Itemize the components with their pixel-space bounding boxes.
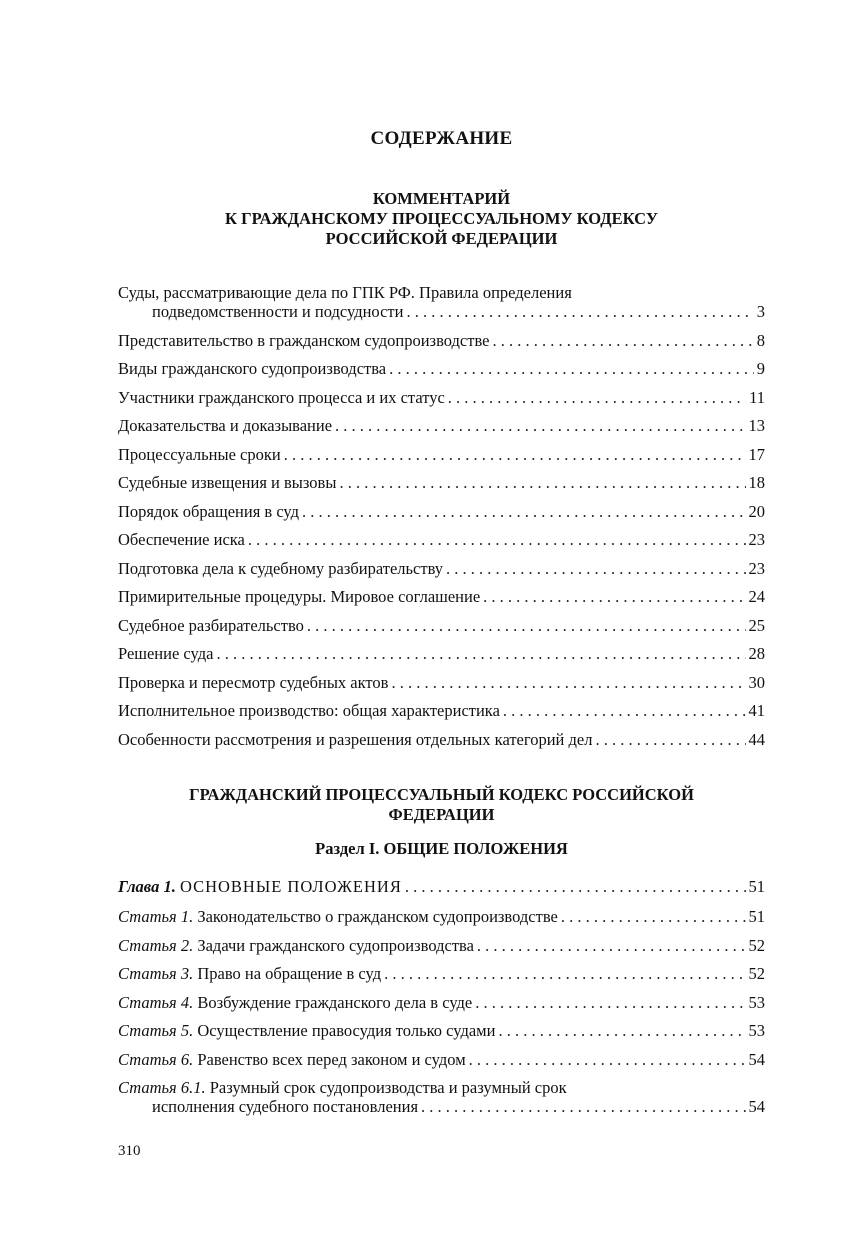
dot-leader (448, 388, 746, 407)
dot-leader (384, 964, 745, 983)
article-entry[interactable] (118, 1050, 765, 1069)
article-title: исполнения судебного постановления (152, 1097, 419, 1116)
commentary-heading-line: К ГРАЖДАНСКОМУ ПРОЦЕССУАЛЬНОМУ КОДЕКСУ (225, 209, 658, 228)
toc-entry[interactable] (118, 730, 765, 749)
toc-page-number: 13 (748, 416, 765, 435)
article-entry[interactable] (118, 964, 765, 983)
toc-entry[interactable] (118, 416, 765, 435)
article-label: Статья 5. (118, 1021, 194, 1040)
article-title: Осуществление правосудия только судами (197, 1021, 496, 1040)
dot-leader (446, 559, 745, 578)
toc-entry-text: Обеспечение иска (118, 530, 245, 549)
toc-entry-text: Решение суда (118, 644, 214, 663)
toc-entry-text: Представительство в гражданском судопроизводстве (118, 330, 490, 350)
toc-entry-text: Доказательства и доказывание (118, 416, 333, 435)
dot-leader (339, 473, 745, 492)
dot-leader (389, 359, 754, 378)
toc-page-number: 3 (756, 302, 765, 321)
toc-page-number: 25 (748, 615, 765, 635)
toc-entry-text: Судебное разбирательство (118, 615, 304, 635)
kodeks-heading-line: ФЕДЕРАЦИИ (388, 805, 495, 824)
toc-entry[interactable] (118, 388, 765, 407)
toc-entry-text: Подготовка дела к судебному разбирательству (118, 558, 444, 578)
toc-entry[interactable] (118, 673, 765, 692)
dot-leader (391, 673, 745, 692)
toc-entry-text: Процессуальные сроки (118, 444, 281, 464)
toc-entry[interactable] (118, 530, 765, 549)
commentary-heading (118, 189, 765, 249)
page-number: 310 (118, 1143, 141, 1159)
kodeks-heading-line: ГРАЖДАНСКИЙ ПРОЦЕССУАЛЬНЫЙ КОДЕКС РОССИЙСКОЙ (189, 785, 694, 804)
commentary-toc (118, 283, 765, 758)
toc-entry[interactable] (118, 331, 765, 350)
dot-leader (406, 302, 753, 321)
toc-entry[interactable] (118, 644, 765, 663)
toc-page-number: 30 (748, 672, 765, 692)
commentary-heading-line: РОССИЙСКОЙ ФЕДЕРАЦИИ (325, 229, 558, 248)
toc-page-number: 11 (749, 387, 765, 407)
toc-page-number: 17 (748, 444, 765, 464)
dot-leader (307, 616, 746, 635)
toc-entry[interactable] (118, 701, 765, 720)
toc-page-number: 53 (748, 992, 765, 1012)
toc-page-number: 23 (748, 558, 765, 578)
toc-entry[interactable] (118, 283, 765, 321)
toc-entry[interactable] (118, 587, 765, 606)
toc-page-number: 28 (748, 644, 765, 663)
toc-page-number: 52 (748, 935, 765, 955)
toc-page-number: 24 (748, 587, 765, 606)
article-entry[interactable] (118, 936, 765, 955)
toc-entry-text: Участники гражданского процесса и их статус (118, 387, 445, 407)
toc-entry-text: Исполнительное производство: общая характеристика (118, 701, 500, 720)
dot-leader (595, 730, 745, 749)
dot-leader (302, 502, 745, 521)
chapter-title: ОСНОВНЫЕ ПОЛОЖЕНИЯ (179, 877, 402, 896)
dot-leader (492, 331, 753, 350)
dot-leader (469, 1050, 746, 1069)
article-entry[interactable] (118, 907, 765, 926)
toc-entry-text: Судебные извещения и вызовы (118, 473, 337, 492)
chapter-label: Глава 1. (118, 877, 176, 896)
toc-entry[interactable] (118, 502, 765, 521)
article-entry[interactable] (118, 993, 765, 1012)
toc-entry-text: Порядок обращения в суд (118, 501, 300, 521)
article-label: Статья 4. (118, 992, 194, 1012)
toc-entry[interactable] (118, 473, 765, 492)
kodeks-heading (118, 785, 765, 825)
article-title: Разумный срок судопроизводства и разумный срок (209, 1078, 567, 1097)
toc-entry-text: Примирительные процедуры. Мировое соглашение (118, 587, 481, 606)
dot-leader (421, 1097, 745, 1116)
dot-leader (216, 644, 745, 663)
article-title: Право на обращение в суд (197, 964, 382, 983)
toc-page-number: 54 (748, 1049, 765, 1069)
toc-page-number: 51 (748, 877, 765, 896)
article-title: Законодательство о гражданском судопроизводстве (197, 907, 558, 926)
article-title: Задачи гражданского судопроизводства (197, 935, 474, 955)
toc-page-number: 52 (748, 964, 765, 983)
dot-leader (498, 1021, 745, 1040)
dot-leader (477, 936, 746, 955)
dot-leader (561, 907, 746, 926)
toc-page-number: 54 (748, 1097, 765, 1116)
toc-entry-text: Проверка и пересмотр судебных актов (118, 672, 389, 692)
article-label: Статья 6. (118, 1049, 194, 1069)
toc-page-number: 51 (748, 907, 765, 926)
toc-entry[interactable] (118, 616, 765, 635)
toc-page-number: 41 (748, 701, 765, 720)
toc-page-number: 44 (748, 729, 765, 749)
article-title: Возбуждение гражданского дела в суде (197, 992, 473, 1012)
toc-page-number: 8 (756, 330, 765, 350)
article-entry[interactable] (118, 1078, 765, 1116)
dot-leader (475, 993, 745, 1012)
article-title: Равенство всех перед законом и судом (197, 1049, 466, 1069)
toc-page-number: 18 (748, 473, 765, 492)
toc-page-number: 9 (756, 359, 765, 378)
page-title: СОДЕРЖАНИЕ (370, 128, 513, 149)
toc-entry-text: Суды, рассматривающие дела по ГПК РФ. Правила определения (118, 283, 572, 302)
toc-entry-text: Особенности рассмотрения и разрешения отдельных категорий дел (118, 729, 593, 749)
article-label: Статья 3. (118, 964, 194, 983)
toc-entry-text: подведомственности и подсудности (152, 302, 404, 321)
dot-leader (335, 416, 745, 435)
dot-leader (503, 701, 746, 720)
section-heading: Раздел I. ОБЩИЕ ПОЛОЖЕНИЯ (315, 839, 568, 858)
dot-leader (483, 587, 745, 606)
toc-page-number: 23 (748, 530, 765, 549)
toc-entry[interactable] (118, 359, 765, 378)
chapter-entry[interactable] (118, 877, 765, 896)
article-entry[interactable] (118, 1021, 765, 1040)
dot-leader (405, 877, 746, 896)
article-label: Статья 1. (118, 907, 194, 926)
dot-leader (284, 445, 746, 464)
toc-entry[interactable] (118, 445, 765, 464)
article-label: Статья 2. (118, 935, 194, 955)
toc-page-number: 20 (748, 501, 765, 521)
toc-entry[interactable] (118, 559, 765, 578)
dot-leader (248, 530, 746, 549)
toc-entry-text: Виды гражданского судопроизводства (118, 359, 387, 378)
kodeks-toc (118, 877, 765, 1126)
article-label: Статья 6.1. (118, 1078, 206, 1097)
toc-page-number: 53 (748, 1021, 765, 1040)
commentary-heading-line: КОММЕНТАРИЙ (372, 189, 511, 208)
